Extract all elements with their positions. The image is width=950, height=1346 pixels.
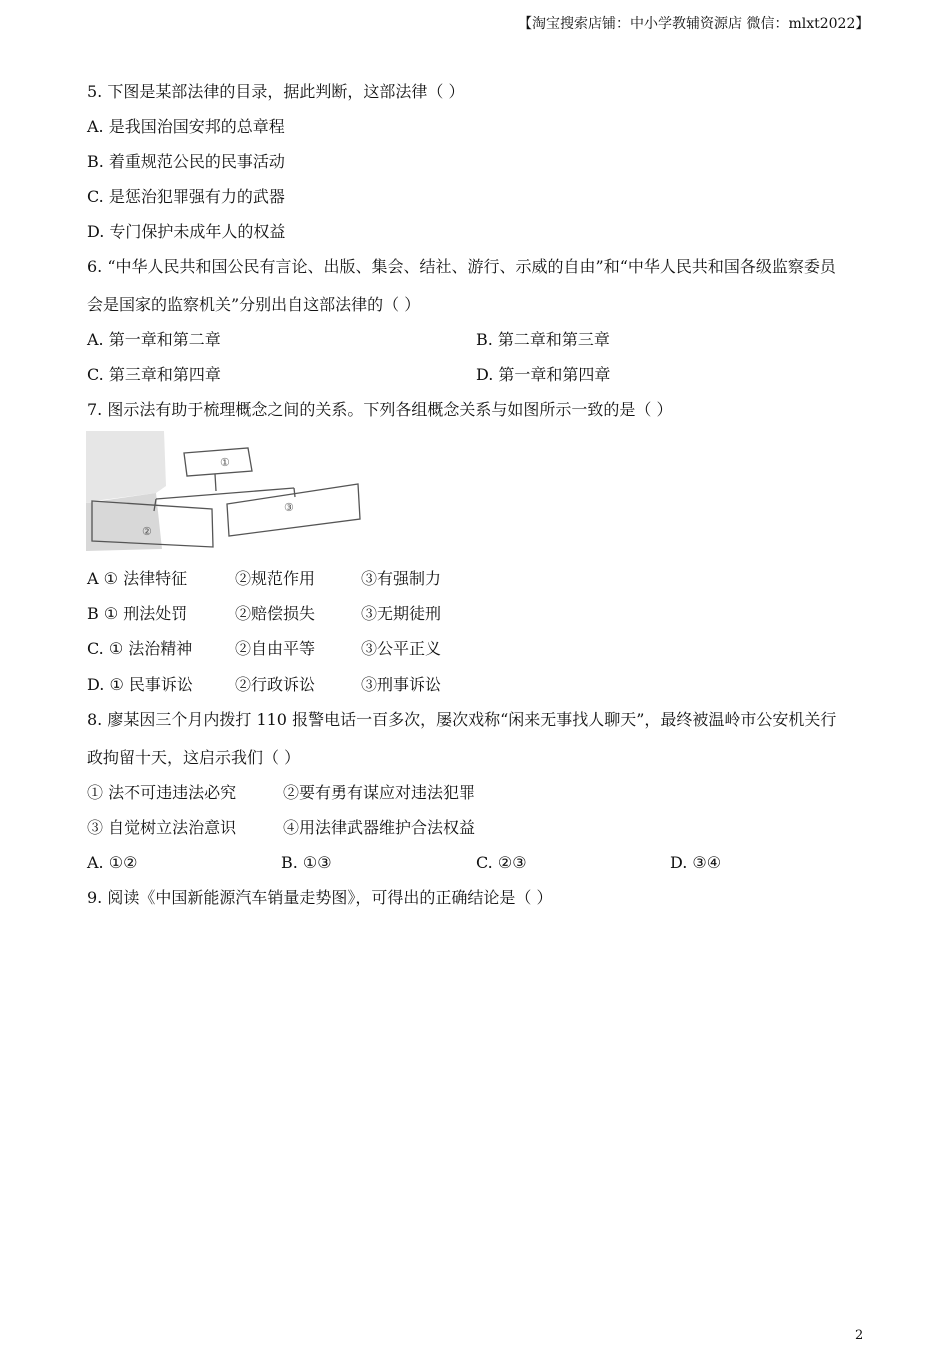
q5-option-d: D. 专门保护未成年人的权益 <box>87 222 286 241</box>
q7-option-d <box>87 675 193 695</box>
q6-option-c: C. 第三章和第四章 <box>87 365 221 384</box>
q6-stem-line1: 6. “中华人民共和国公民有言论、出版、集会、结社、游行、示威的自由”和“中华人民共和国各级监察委员 <box>87 257 836 276</box>
q8-option-a: A. ①② <box>87 853 138 872</box>
q7-stem: 7. 图示法有助于梳理概念之间的关系。下列各组概念关系与如图所示一致的是（ ） <box>87 400 673 419</box>
diagram-label-2: ② <box>142 525 152 538</box>
diagram-label-3: ③ <box>284 501 294 514</box>
q7-option-b-concept-2: ②赔偿损失 <box>235 604 316 623</box>
q6-option-a: A. 第一章和第二章 <box>87 330 221 349</box>
q7-option-b-concept-3: ③无期徒刑 <box>361 604 442 623</box>
page-number: 2 <box>855 1328 864 1343</box>
q8-statement-3: ③ 自觉树立法治意识 <box>87 818 237 837</box>
diagram-shadow <box>86 431 166 503</box>
diagram-label-1: ① <box>220 456 230 469</box>
q8-statement-1: ① 法不可违违法必究 <box>87 783 237 802</box>
q8-option-b: B. ①③ <box>281 853 332 872</box>
q8-statement-2: ②要有勇有谋应对违法犯罪 <box>283 783 476 802</box>
q7-option-b <box>87 604 187 624</box>
q7-option-c-mark: ① <box>108 639 129 658</box>
q7-option-c-concept-2: ②自由平等 <box>235 639 316 658</box>
q7-option-b-prefix: B <box>87 604 104 623</box>
q6-option-d: D. 第一章和第四章 <box>476 365 611 384</box>
q6-stem-line2: 会是国家的监察机关”分别出自这部法律的（ ） <box>87 295 421 314</box>
q7-option-a-concept-2: ②规范作用 <box>235 569 316 588</box>
q7-option-c-prefix: C. <box>87 639 109 658</box>
q5-option-a: A. 是我国治国安邦的总章程 <box>87 117 285 136</box>
q5-option-c: C. 是惩治犯罪强有力的武器 <box>87 187 285 206</box>
q7-option-c-concept-3: ③公平正义 <box>361 639 442 658</box>
q7-option-c-concept-1: 法治精神 <box>128 639 193 658</box>
q5-option-b: B. 着重规范公民的民事活动 <box>87 152 285 171</box>
q8-option-c: C. ②③ <box>476 853 527 872</box>
q7-option-d-prefix: D. <box>87 675 110 694</box>
q7-option-c <box>87 639 192 659</box>
q7-option-a <box>87 569 187 589</box>
q7-option-d-concept-1: ① 民事诉讼 <box>109 675 193 694</box>
q7-option-a-concept-1: ① 法律特征 <box>103 569 188 588</box>
q8-statement-4: ④用法律武器维护合法权益 <box>283 818 476 837</box>
q7-option-b-concept-1: ① 刑法处罚 <box>103 604 188 623</box>
q8-stem-line1: 8. 廖某因三个月内拨打 110 报警电话一百多次，屡次戏称“闲来无事找人聊天”，最终被温岭市公安机关行 <box>87 710 837 729</box>
q7-option-d-concept-2: ②行政诉讼 <box>235 675 316 694</box>
q9-stem: 9. 阅读《中国新能源汽车销量走势图》，可得出的正确结论是（ ） <box>87 888 553 907</box>
q7-option-d-concept-3: ③刑事诉讼 <box>361 675 442 694</box>
q6-option-b: B. 第二章和第三章 <box>476 330 610 349</box>
q7-option-a-prefix: A <box>87 569 104 588</box>
q8-stem-line2: 政拘留十天，这启示我们（ ） <box>87 748 301 767</box>
concept-diagram <box>86 431 364 551</box>
q8-option-d: D. ③④ <box>670 853 722 872</box>
page-header: 【淘宝搜索店铺：中小学教辅资源店 微信：mlxt2022】 <box>518 16 870 32</box>
q7-option-a-concept-3: ③有强制力 <box>361 569 442 588</box>
q5-stem: 5. 下图是某部法律的目录，据此判断，这部法律（ ） <box>87 82 465 101</box>
